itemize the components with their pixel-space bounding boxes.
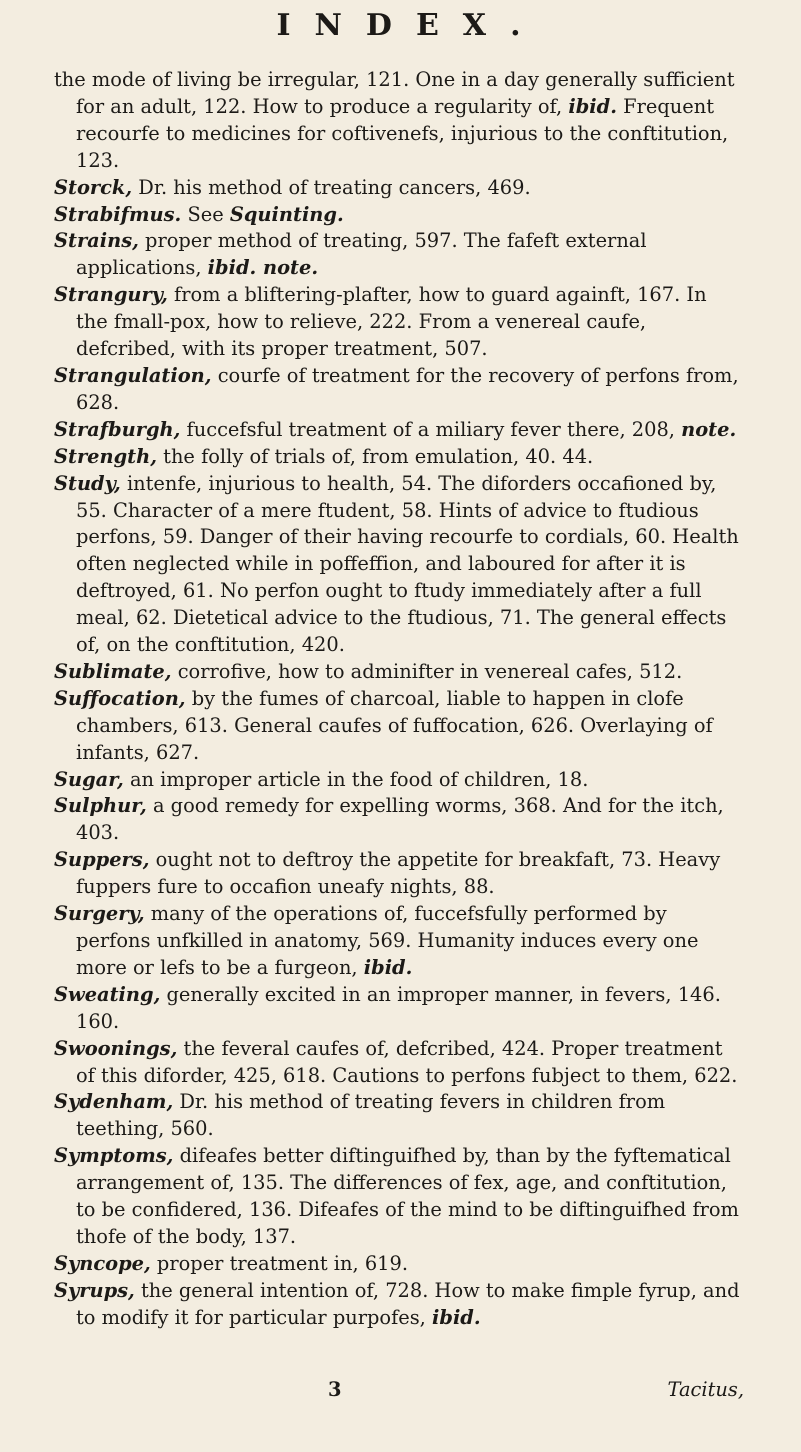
index-entry <box>54 793 744 847</box>
entry-italic: Squinting. <box>229 202 344 226</box>
index-entry <box>54 363 744 417</box>
entry-text: intenfe, injurious to health, 54. The diforders occafioned by, 55. Character of a mere ftudent, 58. Hints of advice to ftudious perfons, 59. Danger of their having recourfe to cordials, 60. Health often neglected while in poffeffion, and laboured for after it is deftroyed, 61. No perfon ought to ftudy immediately after a full meal, 62. Dietetical advice to the ftudious, 71. The general effects of, on the conftitution, 420. <box>76 471 739 657</box>
entry-text: the folly of trials of, from emulation, 40. 44. <box>156 444 594 468</box>
entry-text: the general intention of, 728. How to make fimple fyrup, and to modify it for particular purpofes, <box>76 1278 740 1329</box>
entry-text-continued: Frequent recourfe to medicines for coftivenefs, injurious to the conftitution, 123. <box>76 94 729 172</box>
entry-italic: ibid. <box>568 94 617 118</box>
index-entry <box>54 847 744 901</box>
entry-headword: Study, <box>54 471 121 495</box>
index-entry <box>54 982 744 1036</box>
entry-headword: Suppers, <box>54 848 150 872</box>
entry-headword: Symptoms, <box>54 1144 174 1168</box>
entry-headword: Strains, <box>54 229 139 253</box>
entry-italic: note. <box>681 417 737 441</box>
entry-text: the mode of living be irregular, 121. One in a day generally sufficient for an adult, 122. How to produce a regularity of, <box>54 68 735 118</box>
entry-headword: Surgery, <box>54 902 145 926</box>
entry-headword: Storck, <box>54 175 133 199</box>
entry-headword: Swoonings, <box>54 1036 178 1060</box>
entry-headword: Sublimate, <box>54 659 172 683</box>
entry-text: proper treatment in, 619. <box>150 1251 408 1275</box>
index-entry <box>54 1278 744 1332</box>
index-entry <box>54 1089 744 1143</box>
entry-headword: Sweating, <box>54 982 161 1006</box>
entry-text: generally excited in an improper manner, in fevers, 146. 160. <box>76 982 721 1033</box>
index-entry <box>54 282 744 363</box>
entry-headword: Strangury, <box>54 283 168 307</box>
entry-text: courfe of treatment for the recovery of perfons from, 628. <box>76 363 739 414</box>
entry-text: by the fumes of charcoal, liable to happen in clofe chambers, 613. General caufes of fuffocation, 626. Overlaying of infants, 627. <box>76 686 713 764</box>
entry-headword: Sugar, <box>54 767 124 791</box>
entry-text: corrofive, how to adminifter in venereal cafes, 512. <box>171 659 683 683</box>
index-entry <box>54 659 744 686</box>
entry-headword: Strabifmus. <box>54 202 182 226</box>
entry-italic: ibid. <box>432 1305 481 1329</box>
entry-text: proper method of treating, 597. The fafeft external applications, <box>76 229 647 280</box>
entry-headword: Sulphur, <box>54 794 147 818</box>
index-entry <box>54 901 744 982</box>
entry-italic: ibid. <box>363 955 413 979</box>
index-entry <box>54 444 744 471</box>
index-entry <box>54 175 744 202</box>
page-header: INDEX. <box>276 8 545 43</box>
entry-headword: Syncope, <box>54 1251 151 1275</box>
index-entry <box>54 686 744 767</box>
entry-text: an improper article in the food of children, 18. <box>123 767 589 791</box>
index-entry <box>54 202 744 229</box>
entry-headword: Strangulation, <box>54 363 212 387</box>
entry-text: many of the operations of, fuccefsfully performed by perfons unfkilled in anatomy, 569. Humanity induces every one more or lefs to be a furgeon, <box>76 902 699 979</box>
index-entry <box>54 67 744 175</box>
entry-text: ought not to deftroy the appetite for breakfaft, 73. Heavy fuppers fure to occafion uneafy nights, 88. <box>76 848 721 899</box>
entry-text: Dr. his method of treating cancers, 469. <box>132 175 531 199</box>
entry-text: from a bliftering-plafter, how to guard againft, 167. In the fmall-pox, how to relieve, 222. From a venereal caufe, defcribed, with its proper treatment, 507. <box>76 283 707 361</box>
page-footer <box>54 1378 744 1405</box>
entry-text: Dr. his method of treating fevers in children from teething, 560. <box>76 1090 666 1141</box>
index-entries <box>54 67 744 1332</box>
entry-headword: Sydenham, <box>54 1090 174 1114</box>
entry-text: the feveral caufes of, defcribed, 424. Proper treatment of this diforder, 425, 618. Cautions to perfons fubject to them, 622. <box>76 1036 738 1087</box>
catchword: Tacitus, <box>667 1378 744 1401</box>
entry-text: fuccefsful treatment of a miliary fever there, 208, <box>180 417 682 441</box>
entry-text: See <box>181 202 230 226</box>
entry-text: difeafes better diftinguifhed by, than by the fyftematical arrangement of, 135. The differences of fex, age, and conftitution, to be confidered, 136. Difeafes of the mind to be diftinguifhed from thofe of the body, 137. <box>76 1144 739 1248</box>
index-entry <box>54 1251 744 1278</box>
index-entry <box>54 1036 744 1090</box>
entry-headword: Strafburgh, <box>54 417 181 441</box>
entry-headword: Strength, <box>54 444 157 468</box>
index-entry <box>54 228 744 282</box>
entry-text: a good remedy for expelling worms, 368. And for the itch, 403. <box>76 794 724 845</box>
entry-headword: Syrups, <box>54 1278 135 1302</box>
entry-headword: Suffocation, <box>54 686 186 710</box>
index-entry <box>54 417 744 444</box>
entry-italic: ibid. note. <box>207 256 319 280</box>
index-entry <box>54 767 744 794</box>
index-entry <box>54 471 744 659</box>
signature-mark: 3 <box>328 1378 342 1401</box>
index-entry <box>54 1143 744 1251</box>
